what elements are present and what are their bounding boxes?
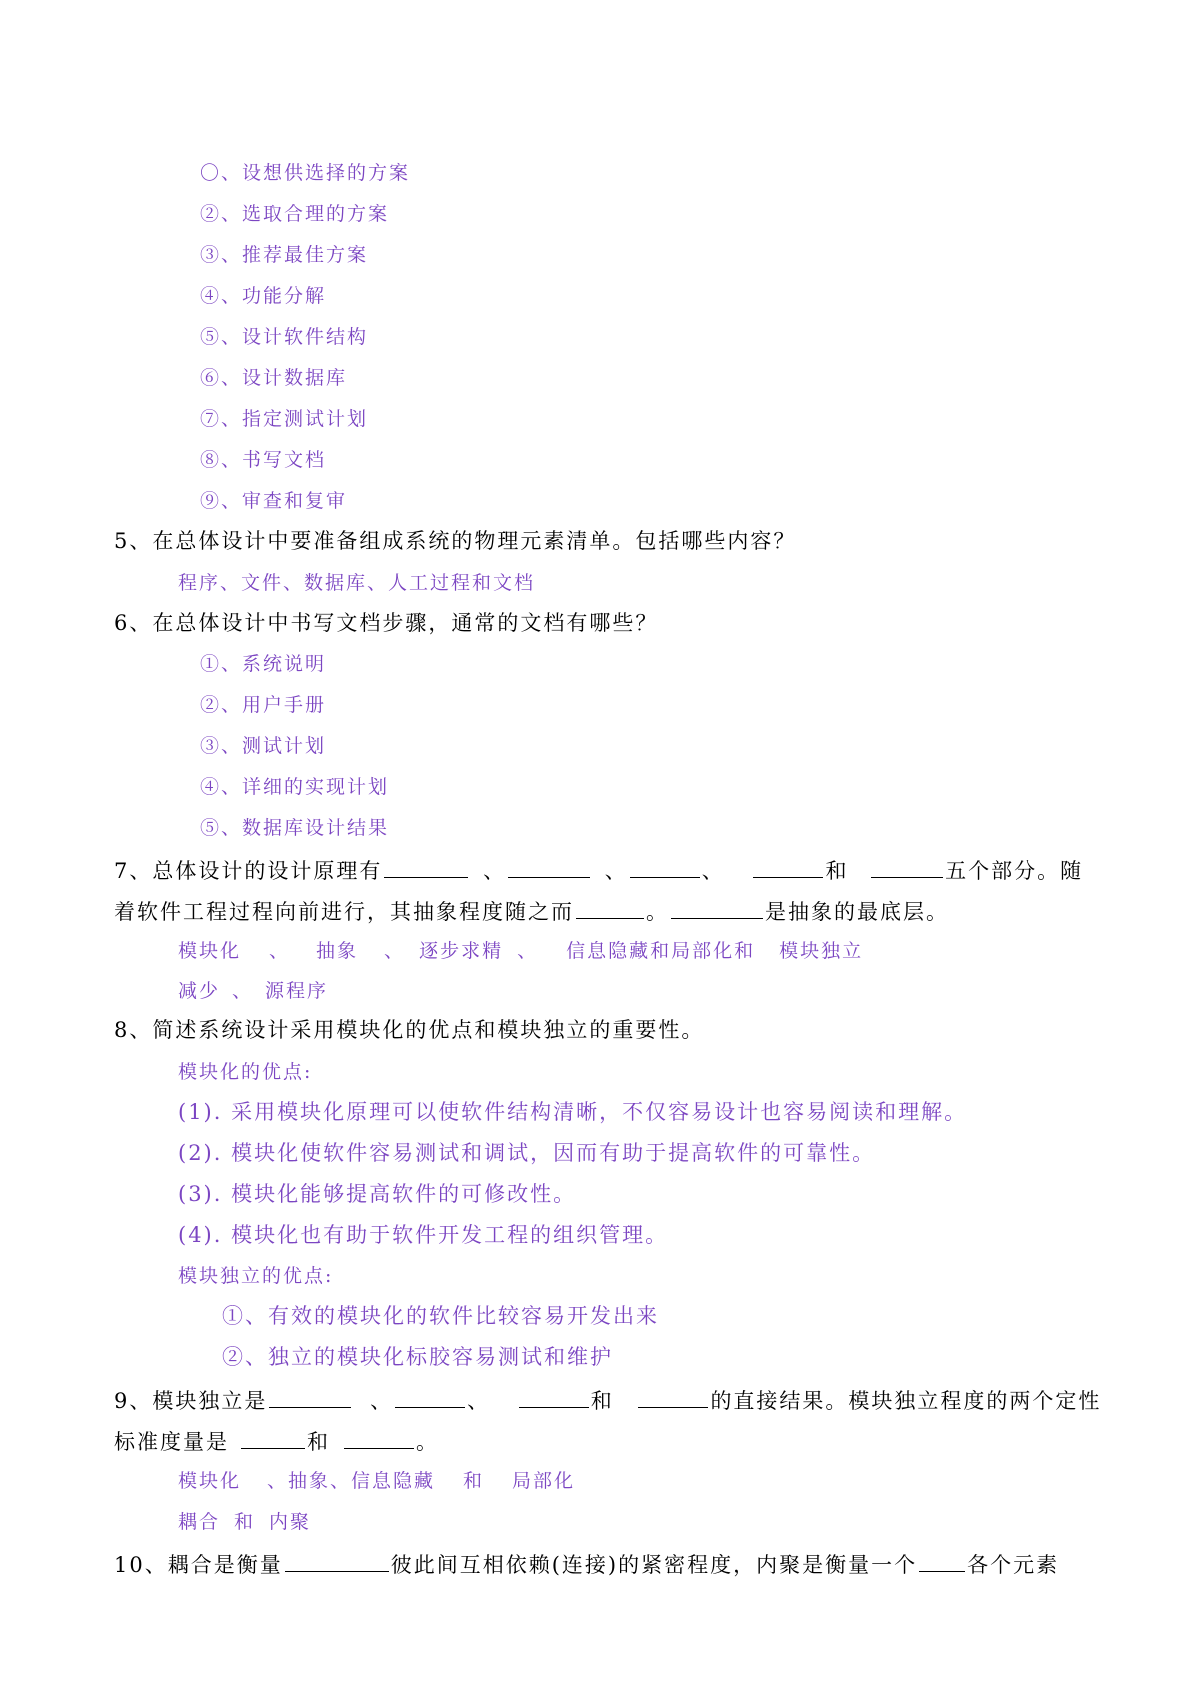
q4-answer-7: ⑦、指定测试计划 [200, 408, 369, 430]
q8-heading-1: 模块化的优点: [178, 1061, 313, 1083]
q4-answer-8: ⑧、书写文档 [200, 449, 327, 471]
blank [285, 1552, 389, 1572]
blank [919, 1552, 965, 1572]
q9-ans-text: 和 [463, 1470, 485, 1492]
q10-line-1 [114, 1552, 1059, 1576]
q7-prefix: 7、总体设计的设计原理有 [114, 859, 383, 883]
q7-sep-3: 、 [701, 859, 725, 883]
q4-answer-9: ⑨、审查和复审 [200, 490, 348, 512]
q10-prefix: 10、耦合是衡量 [114, 1553, 283, 1577]
q9-ans-text: 局部化 [512, 1470, 576, 1492]
blank [241, 1429, 305, 1449]
q4-answer-3: ③、推荐最佳方案 [200, 244, 369, 266]
q5-answer: 程序、文件、数据库、人工过程和文档 [178, 572, 536, 594]
q4-answer-2: ②、选取合理的方案 [200, 203, 390, 225]
q6-answer-2: ②、用户手册 [200, 694, 327, 716]
q7-and: 和 [825, 859, 849, 883]
q6-answer-5: ⑤、数据库设计结果 [200, 817, 390, 839]
blank [871, 858, 943, 878]
q9-ans-text: 和 [234, 1511, 256, 1533]
q9-ans-text: 耦合 [178, 1511, 221, 1533]
q7-ans-text: 源程序 [265, 980, 329, 1002]
blank [384, 858, 468, 878]
q7-answer-2 [178, 982, 328, 1001]
q7-ans-text: 抽象 [316, 940, 359, 962]
q7-line-1 [114, 858, 1083, 882]
q9-answer-2 [178, 1513, 311, 1532]
q7-ans-sep: 、 [269, 940, 291, 962]
q9-sep-2: 、 [467, 1389, 491, 1413]
q9-sep-1: 、 [370, 1389, 394, 1413]
q8-point-4: (4). 模块化也有助于软件开发工程的组织管理。 [178, 1223, 669, 1247]
q9-line-1 [114, 1388, 1101, 1412]
q7-tail: 五个部分。随 [945, 859, 1084, 883]
q4-answer-1: 〇、设想供选择的方案 [200, 162, 411, 184]
q8-point-1: (1). 采用模块化原理可以使软件结构清晰，不仅容易设计也容易阅读和理解。 [178, 1100, 968, 1124]
q7-ans-text: 逐步求精 [419, 940, 504, 962]
blank [508, 858, 590, 878]
q6-answer-4: ④、详细的实现计划 [200, 776, 390, 798]
blank [671, 899, 763, 919]
q9-line2-prefix: 标准度量是 [114, 1430, 229, 1454]
q7-sep-2: 、 [604, 859, 628, 883]
q7-ans-sep: 、 [517, 940, 539, 962]
blank [753, 858, 823, 878]
q4-answer-5: ⑤、设计软件结构 [200, 326, 369, 348]
q7-ans-sep: 、 [384, 940, 406, 962]
blank [395, 1388, 465, 1408]
q7-line2-mid: 。 [646, 900, 669, 924]
q9-line2-and: 和 [307, 1430, 330, 1454]
q6-answer-1: ①、系统说明 [200, 653, 327, 675]
q9-answer-1 [178, 1472, 575, 1491]
q8-point2-1: ①、有效的模块化的软件比较容易开发出来 [222, 1304, 659, 1328]
q4-answer-4: ④、功能分解 [200, 285, 327, 307]
q8-question: 8、简述系统设计采用模块化的优点和模块独立的重要性。 [114, 1018, 705, 1042]
q7-ans-text: 减少 [178, 980, 221, 1002]
q8-point-2: (2). 模块化使软件容易测试和调试，因而有助于提高软件的可靠性。 [178, 1141, 876, 1165]
q9-tail: 的直接结果。模块独立程度的两个定性 [710, 1389, 1102, 1413]
blank [519, 1388, 589, 1408]
q7-answer-1 [178, 942, 863, 961]
q7-sep-1: 、 [483, 859, 507, 883]
q7-line2-end: 是抽象的最底层。 [765, 900, 949, 924]
q9-prefix: 9、模块独立是 [114, 1389, 268, 1413]
q10-mid: 彼此间互相依赖(连接)的紧密程度，内聚是衡量一个 [390, 1553, 918, 1577]
blank [269, 1388, 351, 1408]
q9-and: 和 [590, 1389, 614, 1413]
blank [638, 1388, 708, 1408]
q7-line-2 [114, 899, 949, 923]
q9-ans-text: 、抽象、信息隐藏 [267, 1470, 436, 1492]
q7-line2-prefix: 着软件工程过程向前进行，其抽象程度随之而 [114, 900, 574, 924]
q4-answer-6: ⑥、设计数据库 [200, 367, 348, 389]
blank [344, 1429, 414, 1449]
q7-ans-text: 模块独立 [779, 940, 864, 962]
q6-answer-3: ③、测试计划 [200, 735, 327, 757]
q5-question: 5、在总体设计中要准备组成系统的物理元素清单。包括哪些内容？ [114, 529, 797, 553]
q9-ans-text: 模块化 [178, 1470, 242, 1492]
q8-point2-2: ②、独立的模块化标胶容易测试和维护 [222, 1345, 613, 1369]
q7-ans-text: 模块化 [178, 940, 242, 962]
q7-ans-text: 信息隐藏和局部化和 [566, 940, 756, 962]
q8-heading-2: 模块独立的优点: [178, 1265, 334, 1287]
q9-ans-text: 内聚 [269, 1511, 312, 1533]
blank [576, 899, 644, 919]
blank [630, 858, 700, 878]
q8-point-3: (3). 模块化能够提高软件的可修改性。 [178, 1182, 577, 1206]
q7-ans-sep: 、 [232, 980, 254, 1002]
q9-line2-end: 。 [416, 1430, 439, 1454]
q9-line-2 [114, 1429, 439, 1453]
q10-end: 各个元素 [967, 1553, 1060, 1577]
q6-question: 6、在总体设计中书写文档步骤，通常的文档有哪些？ [114, 611, 659, 635]
